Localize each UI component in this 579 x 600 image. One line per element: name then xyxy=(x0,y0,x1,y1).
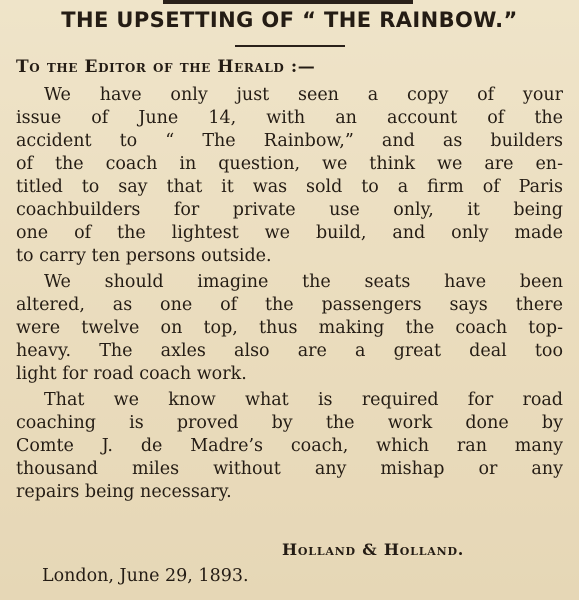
body-line: coachbuilders for private use only, it being xyxy=(16,200,563,220)
body-line: issue of June 14, with an account of the xyxy=(16,108,563,128)
body-line: one of the lightest we build, and only made xyxy=(16,223,563,243)
body-line: We should imagine the seats have been xyxy=(44,272,563,292)
body-line: of the coach in question, we think we are en- xyxy=(16,154,563,174)
body-line: That we know what is required for road xyxy=(44,390,563,410)
body-line: coaching is proved by the work done by xyxy=(16,413,563,433)
signature: Holland & Holland. xyxy=(282,540,465,559)
body-line: We have only just seen a copy of your xyxy=(44,85,563,105)
body-line: thousand miles without any mishap or any xyxy=(16,459,563,479)
body-line: Comte J. de Madre’s coach, which ran many xyxy=(16,436,563,456)
headline-underline xyxy=(235,45,345,47)
body-line: light for road coach work. xyxy=(16,364,247,384)
body-line: titled to say that it was sold to a firm of Paris xyxy=(16,177,563,197)
dateline: London, June 29, 1893. xyxy=(42,566,249,586)
body-line: to carry ten persons outside. xyxy=(16,246,272,266)
article-headline: THE UPSETTING OF “ THE RAINBOW.” xyxy=(61,8,518,32)
body-line: heavy. The axles also are a great deal too xyxy=(16,341,563,361)
salutation: To the Editor of the Herald :— xyxy=(16,57,316,77)
top-rule xyxy=(163,0,413,4)
body-line: were twelve on top, thus making the coach top- xyxy=(16,318,563,338)
body-line: accident to “ The Rainbow,” and as builders xyxy=(16,131,563,151)
body-line: altered, as one of the passengers says there xyxy=(16,295,563,315)
body-line: repairs being necessary. xyxy=(16,482,232,502)
